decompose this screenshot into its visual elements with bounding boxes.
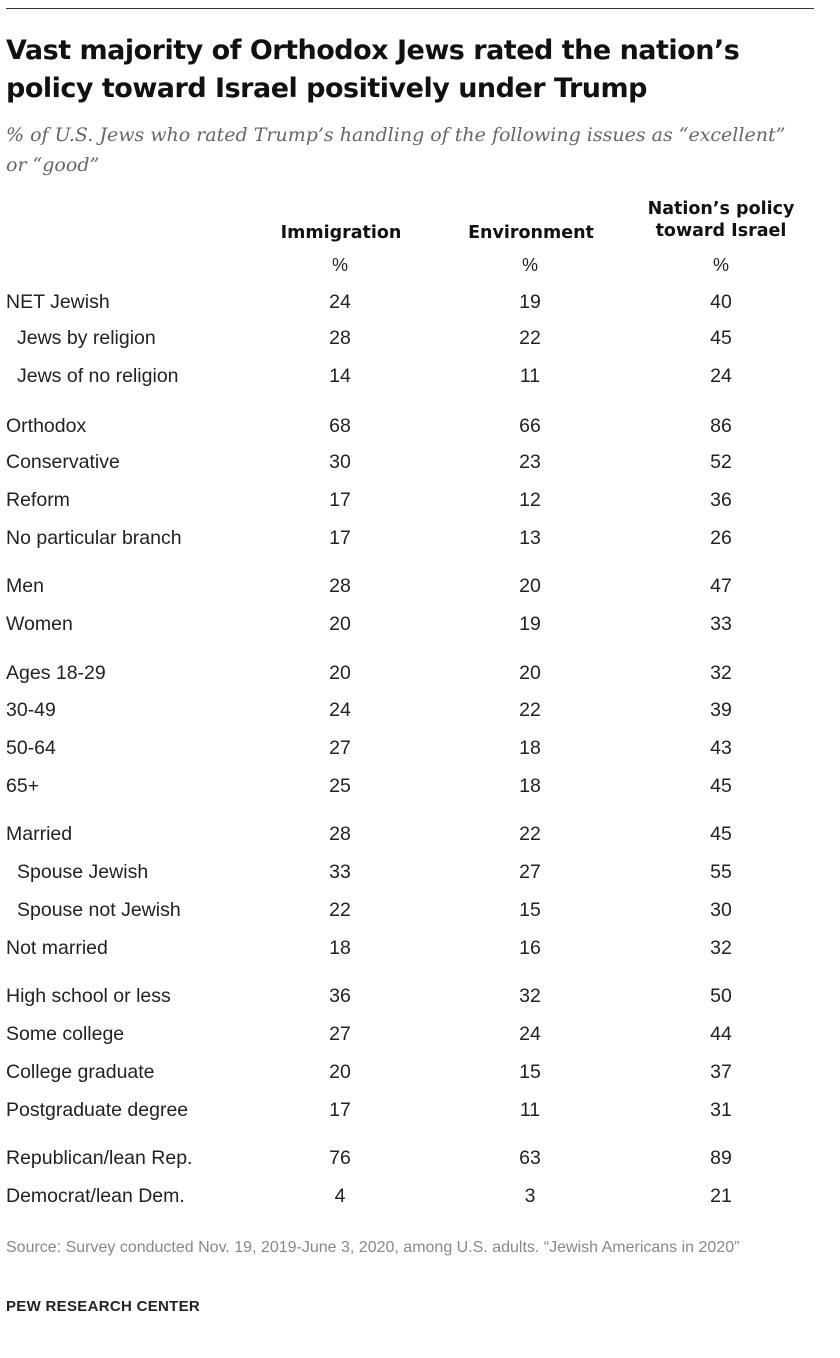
cell-israel-policy: 39 — [710, 699, 732, 721]
cell-israel-policy: 52 — [710, 451, 732, 473]
cell-immigration: 36 — [329, 985, 351, 1007]
cell-israel-policy: 47 — [710, 575, 732, 597]
cell-israel-policy: 86 — [710, 415, 732, 437]
cell-immigration: 68 — [329, 415, 351, 437]
cell-israel-policy: 31 — [710, 1099, 732, 1121]
table-row — [0, 1095, 840, 1125]
row-label: Jews by religion — [17, 327, 156, 349]
cell-immigration: 22 — [329, 899, 351, 921]
row-label: Men — [6, 575, 44, 597]
row-label: Democrat/lean Dem. — [6, 1185, 185, 1207]
row-label: Spouse Jewish — [17, 861, 149, 883]
chart-subtitle: % of U.S. Jews who rated Trump’s handling of the following issues as “excellent” or “good” — [6, 124, 786, 176]
row-label: Orthodox — [6, 415, 87, 437]
cell-immigration: 20 — [329, 613, 351, 635]
cell-israel-policy: 45 — [710, 775, 732, 797]
cell-environment: 18 — [519, 737, 541, 759]
cell-immigration: 20 — [329, 662, 351, 684]
row-label: Ages 18-29 — [6, 662, 106, 684]
table-row — [0, 819, 840, 849]
cell-environment: 27 — [519, 861, 541, 883]
row-label: Conservative — [6, 451, 120, 473]
cell-israel-policy: 40 — [710, 291, 732, 313]
row-label: College graduate — [6, 1061, 155, 1083]
row-label: No particular branch — [6, 527, 182, 549]
cell-israel-policy: 30 — [710, 899, 732, 921]
cell-immigration: 17 — [329, 1099, 351, 1121]
cell-israel-policy: 26 — [710, 527, 732, 549]
cell-environment: 19 — [519, 613, 541, 635]
table-row — [0, 695, 840, 725]
cell-environment: 32 — [519, 985, 541, 1007]
cell-immigration: 18 — [329, 937, 351, 959]
cell-immigration: 4 — [334, 1185, 346, 1207]
unit-label-environment: % — [521, 255, 538, 275]
table-row — [0, 1181, 840, 1211]
unit-label-immigration: % — [331, 255, 348, 275]
cell-environment: 19 — [519, 291, 541, 313]
table-row — [0, 1019, 840, 1049]
cell-immigration: 27 — [329, 1023, 351, 1045]
cell-environment: 11 — [519, 365, 541, 387]
table-row — [0, 523, 840, 553]
cell-environment: 13 — [519, 527, 541, 549]
cell-environment: 15 — [519, 1061, 541, 1083]
table-row — [0, 857, 840, 887]
cell-environment: 20 — [519, 662, 541, 684]
cell-immigration: 28 — [329, 327, 351, 349]
cell-immigration: 24 — [329, 699, 351, 721]
cell-israel-policy: 32 — [710, 937, 732, 959]
cell-environment: 20 — [519, 575, 541, 597]
table-row — [0, 658, 840, 688]
table-row — [0, 485, 840, 515]
cell-immigration: 27 — [329, 737, 351, 759]
cell-israel-policy: 55 — [710, 861, 732, 883]
table-row — [0, 733, 840, 763]
row-label: Reform — [6, 489, 70, 511]
column-header-immigration: Immigration — [280, 223, 402, 243]
cell-immigration: 30 — [329, 451, 351, 473]
row-label: Jews of no religion — [17, 365, 179, 387]
cell-israel-policy: 89 — [710, 1147, 732, 1169]
row-label: NET Jewish — [6, 291, 110, 313]
cell-israel-policy: 24 — [710, 365, 732, 387]
cell-environment: 63 — [519, 1147, 541, 1169]
table-row — [0, 361, 840, 391]
column-header-environment: Environment — [468, 223, 594, 243]
cell-immigration: 25 — [329, 775, 351, 797]
organization-credit: PEW RESEARCH CENTER — [6, 1298, 201, 1315]
row-label: Postgraduate degree — [6, 1099, 189, 1121]
unit-label-israel-policy: % — [712, 255, 729, 275]
cell-immigration: 14 — [329, 365, 351, 387]
source-note: Source: Survey conducted Nov. 19, 2019-June 3, 2020, among U.S. adults. “Jewish Americans in 2020” — [6, 1239, 740, 1256]
cell-immigration: 17 — [329, 527, 351, 549]
table-row — [0, 323, 840, 353]
cell-environment: 23 — [519, 451, 541, 473]
cell-environment: 66 — [519, 415, 541, 437]
table-row — [0, 771, 840, 801]
table-row — [0, 609, 840, 639]
cell-environment: 22 — [519, 327, 541, 349]
row-label: Married — [6, 823, 73, 845]
cell-environment: 11 — [519, 1099, 541, 1121]
cell-israel-policy: 44 — [710, 1023, 732, 1045]
table-row — [0, 447, 840, 477]
cell-immigration: 76 — [329, 1147, 351, 1169]
row-label: Spouse not Jewish — [17, 899, 181, 921]
cell-immigration: 33 — [329, 861, 351, 883]
cell-environment: 22 — [519, 823, 541, 845]
cell-israel-policy: 50 — [710, 985, 732, 1007]
cell-israel-policy: 21 — [710, 1185, 732, 1207]
cell-israel-policy: 43 — [710, 737, 732, 759]
cell-environment: 24 — [519, 1023, 541, 1045]
table-row — [0, 895, 840, 925]
cell-environment: 15 — [519, 899, 541, 921]
cell-environment: 3 — [524, 1185, 536, 1207]
cell-immigration: 17 — [329, 489, 351, 511]
table-row — [0, 571, 840, 601]
row-label: 30-49 — [6, 699, 56, 721]
cell-israel-policy: 45 — [710, 327, 732, 349]
cell-environment: 16 — [519, 937, 541, 959]
row-label: High school or less — [6, 985, 171, 1007]
cell-israel-policy: 45 — [710, 823, 732, 845]
row-label: Some college — [6, 1023, 125, 1045]
row-label: Republican/lean Rep. — [6, 1147, 193, 1169]
cell-israel-policy: 37 — [710, 1061, 732, 1083]
table-row — [0, 287, 840, 317]
table-row — [0, 981, 840, 1011]
top-rule — [6, 8, 814, 9]
cell-immigration: 20 — [329, 1061, 351, 1083]
cell-israel-policy: 36 — [710, 489, 732, 511]
row-label: Not married — [6, 937, 108, 959]
table-row — [0, 1057, 840, 1087]
cell-immigration: 28 — [329, 575, 351, 597]
cell-environment: 12 — [519, 489, 541, 511]
cell-israel-policy: 33 — [710, 613, 732, 635]
row-label: 65+ — [6, 775, 40, 797]
cell-environment: 22 — [519, 699, 541, 721]
table-row — [0, 1143, 840, 1173]
table-row — [0, 933, 840, 963]
cell-israel-policy: 32 — [710, 662, 732, 684]
row-label: 50-64 — [6, 737, 56, 759]
row-label: Women — [6, 613, 73, 635]
column-header-israel-policy: Nation’s policy toward Israel — [647, 199, 795, 241]
cell-immigration: 24 — [329, 291, 351, 313]
cell-immigration: 28 — [329, 823, 351, 845]
table-row — [0, 411, 840, 441]
chart-title: Vast majority of Orthodox Jews rated the nation’s policy toward Israel positively under Trump — [6, 35, 740, 104]
cell-environment: 18 — [519, 775, 541, 797]
